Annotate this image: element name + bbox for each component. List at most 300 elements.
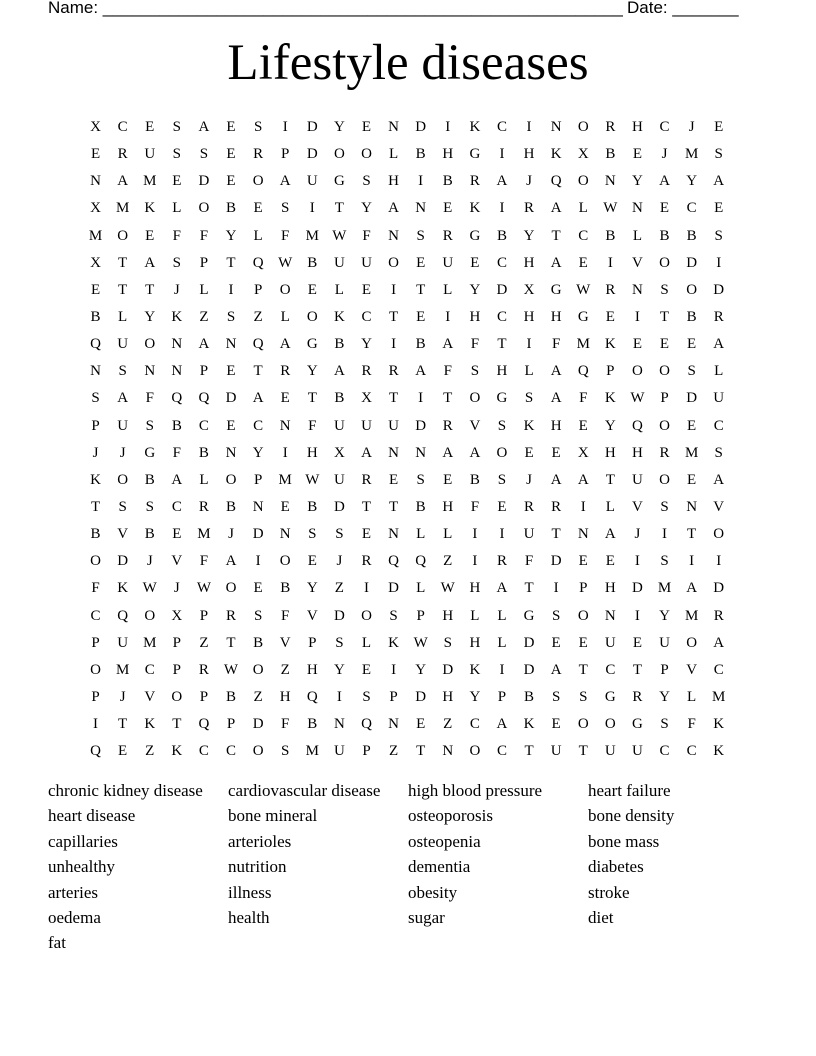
- grid-letter: I: [634, 607, 640, 624]
- grid-letter: S: [551, 607, 561, 624]
- grid-letter: O: [686, 634, 698, 651]
- grid-letter: K: [90, 471, 101, 488]
- grid-letter: N: [144, 363, 156, 380]
- grid-letter: I: [391, 281, 397, 298]
- grid-letter: J: [336, 553, 343, 570]
- grid-letter: E: [578, 254, 588, 271]
- grid-letter: N: [442, 743, 454, 760]
- grid-letter: L: [443, 281, 453, 298]
- grid-letter: B: [469, 471, 480, 488]
- grid-letter: I: [499, 526, 505, 543]
- grid-letter: E: [307, 281, 317, 298]
- grid-letter: C: [659, 743, 670, 760]
- grid-letter: E: [361, 526, 372, 543]
- grid-letter: D: [415, 417, 427, 434]
- grid-row: [82, 494, 732, 521]
- grid-letter: A: [713, 471, 725, 488]
- grid-row: [82, 277, 732, 304]
- grid-letter: R: [713, 309, 724, 326]
- grid-letter: N: [388, 526, 399, 543]
- grid-letter: K: [604, 336, 616, 353]
- grid-letter: X: [577, 444, 589, 461]
- grid-letter: U: [117, 336, 129, 353]
- grid-letter: A: [117, 390, 129, 407]
- grid-row: [82, 630, 732, 657]
- grid-row: [82, 304, 732, 331]
- grid-letter: A: [550, 254, 562, 271]
- grid-letter: Y: [659, 607, 670, 624]
- grid-letter: E: [416, 716, 426, 733]
- grid-letter: S: [687, 363, 696, 380]
- grid-letter: E: [443, 200, 453, 217]
- grid-letter: T: [578, 661, 588, 678]
- grid-letter: U: [604, 634, 616, 651]
- grid-row: [82, 711, 732, 738]
- grid-letter: C: [361, 309, 372, 326]
- grid-letter: F: [172, 227, 181, 244]
- grid-letter: Z: [145, 743, 155, 760]
- grid-letter: A: [550, 390, 562, 407]
- grid-letter: E: [416, 254, 426, 271]
- grid-letter: H: [388, 173, 399, 190]
- grid-letter: R: [442, 417, 453, 434]
- grid-letter: H: [632, 119, 643, 136]
- grid-letter: R: [524, 499, 535, 516]
- grid-letter: X: [333, 444, 345, 461]
- grid-letter: T: [497, 336, 507, 353]
- grid-letter: K: [388, 634, 399, 651]
- grid-letter: R: [253, 146, 264, 163]
- grid-letter: S: [172, 254, 181, 271]
- grid-letter: S: [253, 607, 263, 624]
- grid-letter: B: [496, 227, 507, 244]
- grid-letter: E: [632, 336, 642, 353]
- grid-letter: E: [172, 173, 182, 190]
- grid-letter: C: [469, 716, 480, 733]
- grid-letter: O: [225, 580, 237, 597]
- grid-letter: H: [469, 634, 481, 651]
- grid-letter: I: [309, 200, 315, 217]
- grid-letter: K: [144, 716, 156, 733]
- grid-letter: J: [173, 580, 180, 597]
- grid-row: [82, 114, 732, 141]
- grid-letter: G: [469, 227, 481, 244]
- grid-letter: Y: [144, 309, 156, 326]
- grid-letter: I: [716, 553, 722, 570]
- grid-letter: I: [689, 553, 695, 570]
- grid-letter: A: [496, 716, 508, 733]
- grid-letter: W: [603, 200, 618, 217]
- grid-letter: Y: [686, 173, 698, 190]
- grid-letter: S: [660, 716, 669, 733]
- grid-letter: N: [388, 227, 399, 244]
- grid-letter: O: [198, 200, 210, 217]
- word-list-item: arteries: [48, 882, 99, 902]
- grid-letter: I: [336, 689, 342, 706]
- grid-letter: E: [226, 119, 236, 136]
- grid-letter: R: [659, 444, 670, 461]
- grid-letter: M: [143, 634, 157, 651]
- date-field: Date: _______: [627, 0, 739, 17]
- grid-letter: R: [496, 553, 507, 570]
- grid-row: [82, 467, 732, 494]
- grid-letter: M: [684, 146, 699, 163]
- grid-letter: A: [577, 471, 589, 488]
- grid-letter: C: [713, 661, 724, 678]
- grid-letter: D: [306, 119, 318, 136]
- grid-letter: Q: [361, 716, 372, 733]
- grid-letter: D: [252, 716, 264, 733]
- grid-letter: F: [308, 417, 317, 434]
- grid-letter: D: [523, 634, 535, 651]
- grid-row: [82, 548, 732, 575]
- grid-letter: A: [279, 336, 291, 353]
- word-list-item: bone mineral: [228, 806, 318, 826]
- grid-letter: L: [605, 499, 615, 516]
- grid-letter: Z: [334, 580, 344, 597]
- grid-letter: V: [632, 254, 643, 271]
- grid-row: [82, 440, 732, 467]
- grid-letter: B: [90, 309, 101, 326]
- grid-letter: J: [634, 526, 641, 543]
- grid-letter: E: [659, 336, 670, 353]
- grid-letter: D: [333, 499, 345, 516]
- grid-letter: T: [632, 661, 642, 678]
- grid-letter: K: [469, 200, 481, 217]
- grid-row: [82, 521, 732, 548]
- grid-letter: O: [659, 471, 670, 488]
- grid-letter: L: [578, 200, 588, 217]
- grid-letter: U: [144, 146, 156, 163]
- grid-letter: G: [333, 173, 345, 190]
- grid-letter: T: [334, 200, 344, 217]
- grid-letter: K: [550, 146, 562, 163]
- grid-row: [82, 195, 732, 222]
- grid-letter: K: [713, 743, 725, 760]
- grid-letter: I: [228, 281, 234, 298]
- grid-letter: I: [499, 146, 505, 163]
- grid-letter: I: [445, 119, 451, 136]
- grid-letter: B: [524, 689, 535, 706]
- grid-letter: E: [632, 634, 642, 651]
- grid-letter: D: [415, 119, 427, 136]
- grid-letter: O: [686, 281, 698, 298]
- grid-letter: X: [90, 200, 101, 217]
- grid-letter: H: [604, 580, 616, 597]
- grid-letter: C: [117, 119, 128, 136]
- grid-letter: W: [440, 580, 455, 597]
- grid-letter: H: [442, 607, 454, 624]
- grid-letter: Q: [577, 363, 589, 380]
- grid-letter: A: [496, 173, 508, 190]
- grid-letter: D: [523, 661, 535, 678]
- grid-letter: E: [145, 227, 155, 244]
- grid-letter: B: [171, 417, 182, 434]
- grid-letter: F: [199, 553, 209, 570]
- grid-letter: B: [659, 227, 670, 244]
- grid-letter: A: [171, 471, 183, 488]
- grid-letter: A: [144, 254, 156, 271]
- grid-letter: C: [496, 119, 507, 136]
- grid-letter: S: [335, 634, 344, 651]
- grid-letter: U: [523, 526, 535, 543]
- grid-letter: W: [223, 661, 239, 678]
- grid-letter: K: [604, 390, 616, 407]
- grid-letter: P: [497, 689, 507, 706]
- grid-letter: H: [523, 309, 535, 326]
- grid-letter: H: [550, 309, 562, 326]
- grid-letter: U: [550, 743, 562, 760]
- grid-letter: N: [279, 526, 291, 543]
- grid-letter: O: [90, 553, 101, 570]
- grid-row: [82, 223, 732, 250]
- grid-letter: B: [144, 471, 155, 488]
- grid-letter: A: [198, 119, 210, 136]
- grid-letter: N: [90, 363, 101, 380]
- grid-letter: O: [496, 444, 508, 461]
- word-list-item: cardiovascular disease: [228, 781, 381, 800]
- grid-letter: T: [226, 254, 236, 271]
- grid-letter: O: [90, 661, 101, 678]
- grid-letter: H: [496, 363, 508, 380]
- grid-letter: D: [550, 553, 562, 570]
- grid-letter: O: [604, 716, 616, 733]
- grid-letter: G: [306, 336, 318, 353]
- grid-letter: W: [332, 227, 347, 244]
- grid-letter: E: [361, 119, 372, 136]
- grid-letter: I: [255, 553, 261, 570]
- grid-letter: N: [333, 716, 345, 733]
- grid-letter: A: [442, 444, 454, 461]
- grid-letter: O: [577, 716, 589, 733]
- word-search-grid: [82, 114, 732, 765]
- grid-letter: Y: [469, 281, 481, 298]
- grid-letter: Y: [523, 227, 535, 244]
- grid-letter: X: [171, 607, 183, 624]
- grid-letter: F: [145, 390, 154, 407]
- grid-letter: K: [117, 580, 129, 597]
- grid-letter: N: [388, 444, 399, 461]
- grid-row: [82, 250, 732, 277]
- grid-letter: H: [523, 146, 535, 163]
- grid-letter: C: [659, 119, 670, 136]
- grid-letter: U: [117, 417, 129, 434]
- grid-letter: L: [416, 526, 426, 543]
- grid-letter: T: [551, 227, 561, 244]
- grid-letter: Q: [198, 390, 210, 407]
- grid-letter: C: [605, 661, 616, 678]
- grid-letter: P: [389, 689, 398, 706]
- grid-letter: X: [90, 119, 101, 136]
- header: [48, 0, 748, 20]
- grid-letter: K: [713, 716, 725, 733]
- grid-letter: N: [632, 281, 643, 298]
- grid-letter: U: [361, 417, 372, 434]
- grid-letter: B: [307, 254, 318, 271]
- grid-letter: C: [253, 417, 264, 434]
- grid-letter: J: [119, 689, 126, 706]
- grid-letter: A: [279, 173, 291, 190]
- grid-letter: E: [632, 146, 642, 163]
- grid-letter: O: [306, 309, 318, 326]
- grid-letter: S: [172, 119, 181, 136]
- grid-letter: G: [144, 444, 156, 461]
- grid-letter: S: [714, 227, 723, 244]
- grid-letter: G: [469, 146, 481, 163]
- word-list-item: diabetes: [588, 857, 644, 877]
- grid-letter: F: [281, 227, 290, 244]
- word-list-item: osteopenia: [408, 831, 481, 851]
- grid-letter: O: [361, 146, 372, 163]
- grid-letter: Z: [443, 716, 453, 733]
- grid-letter: M: [576, 336, 590, 353]
- grid-letter: O: [469, 743, 481, 760]
- grid-letter: C: [144, 661, 155, 678]
- grid-letter: I: [391, 661, 397, 678]
- grid-letter: D: [117, 553, 129, 570]
- grid-letter: F: [579, 390, 588, 407]
- grid-letter: M: [712, 689, 726, 706]
- grid-letter: O: [388, 254, 399, 271]
- grid-letter: Y: [415, 661, 427, 678]
- grid-letter: F: [470, 336, 480, 353]
- grid-letter: H: [442, 146, 454, 163]
- grid-letter: G: [632, 716, 643, 733]
- grid-letter: T: [659, 309, 670, 326]
- word-list-item: heart disease: [48, 806, 136, 826]
- grid-letter: R: [632, 689, 643, 706]
- grid-letter: D: [632, 580, 643, 597]
- grid-letter: U: [361, 254, 372, 271]
- grid-letter: P: [226, 716, 236, 733]
- grid-letter: P: [91, 417, 100, 434]
- grid-letter: L: [524, 363, 534, 380]
- grid-letter: U: [604, 743, 616, 760]
- grid-letter: C: [496, 254, 507, 271]
- grid-letter: Q: [90, 336, 101, 353]
- grid-letter: S: [714, 146, 723, 163]
- grid-letter: P: [308, 634, 317, 651]
- grid-letter: N: [550, 119, 562, 136]
- grid-letter: C: [578, 227, 589, 244]
- grid-letter: D: [306, 146, 318, 163]
- grid-letter: Q: [90, 743, 101, 760]
- grid-letter: Z: [280, 661, 290, 678]
- grid-letter: R: [551, 499, 562, 516]
- grid-letter: U: [659, 634, 670, 651]
- grid-letter: R: [524, 200, 535, 217]
- grid-letter: S: [551, 689, 561, 706]
- grid-letter: U: [442, 254, 454, 271]
- grid-letter: E: [226, 363, 236, 380]
- grid-letter: N: [171, 336, 183, 353]
- name-field: Name: _______________________________________________________: [48, 0, 623, 17]
- grid-letter: Q: [632, 417, 643, 434]
- grid-letter: T: [307, 390, 317, 407]
- grid-letter: E: [714, 200, 724, 217]
- grid-letter: N: [632, 200, 643, 217]
- grid-letter: Y: [225, 227, 237, 244]
- grid-letter: H: [632, 444, 643, 461]
- grid-letter: A: [415, 363, 427, 380]
- grid-letter: T: [605, 471, 615, 488]
- grid-letter: L: [253, 227, 263, 244]
- grid-letter: L: [334, 281, 344, 298]
- grid-letter: A: [686, 580, 698, 597]
- grid-letter: E: [388, 471, 399, 488]
- grid-letter: D: [388, 580, 399, 597]
- grid-letter: C: [496, 743, 507, 760]
- grid-letter: S: [199, 146, 209, 163]
- word-list-item: illness: [228, 882, 272, 902]
- grid-letter: P: [416, 607, 425, 624]
- grid-letter: S: [416, 227, 425, 244]
- grid-letter: D: [198, 173, 210, 190]
- grid-letter: P: [362, 743, 371, 760]
- grid-letter: E: [659, 200, 670, 217]
- grid-letter: Y: [333, 661, 345, 678]
- grid-letter: L: [687, 689, 697, 706]
- grid-letter: Y: [252, 444, 264, 461]
- grid-letter: T: [578, 743, 588, 760]
- grid-letter: I: [445, 309, 451, 326]
- grid-letter: O: [713, 526, 725, 543]
- grid-letter: E: [253, 580, 263, 597]
- grid-letter: O: [252, 743, 264, 760]
- grid-letter: L: [118, 309, 128, 326]
- grid-letter: M: [305, 743, 319, 760]
- grid-letter: M: [278, 471, 292, 488]
- grid-letter: K: [523, 417, 535, 434]
- grid-letter: N: [415, 200, 427, 217]
- grid-letter: O: [577, 119, 589, 136]
- grid-letter: O: [117, 227, 129, 244]
- grid-letter: S: [118, 363, 127, 380]
- grid-letter: S: [226, 309, 236, 326]
- grid-letter: N: [388, 119, 399, 136]
- grid-letter: S: [335, 526, 344, 543]
- grid-letter: Z: [253, 309, 263, 326]
- grid-letter: P: [172, 661, 181, 678]
- grid-letter: J: [228, 526, 234, 543]
- grid-letter: D: [225, 390, 237, 407]
- grid-letter: H: [469, 309, 481, 326]
- grid-row: [82, 168, 732, 195]
- grid-letter: C: [226, 743, 237, 760]
- grid-letter: V: [279, 634, 291, 651]
- word-list-item: bone mass: [588, 831, 660, 851]
- grid-letter: Y: [306, 363, 318, 380]
- word-list-item: sugar: [408, 907, 445, 927]
- grid-letter: N: [279, 417, 291, 434]
- grid-letter: O: [659, 363, 670, 380]
- grid-letter: B: [90, 526, 101, 543]
- grid-letter: E: [551, 444, 561, 461]
- grid-letter: R: [198, 661, 209, 678]
- grid-letter: E: [226, 173, 236, 190]
- grid-letter: E: [361, 281, 372, 298]
- grid-letter: I: [634, 309, 640, 326]
- grid-row: [82, 603, 732, 630]
- grid-letter: V: [306, 607, 318, 624]
- grid-letter: N: [252, 499, 264, 516]
- grid-letter: V: [171, 553, 183, 570]
- grid-letter: O: [577, 173, 589, 190]
- grid-letter: C: [686, 200, 697, 217]
- grid-letter: O: [279, 553, 291, 570]
- grid-letter: M: [115, 661, 130, 678]
- grid-letter: Z: [253, 689, 263, 706]
